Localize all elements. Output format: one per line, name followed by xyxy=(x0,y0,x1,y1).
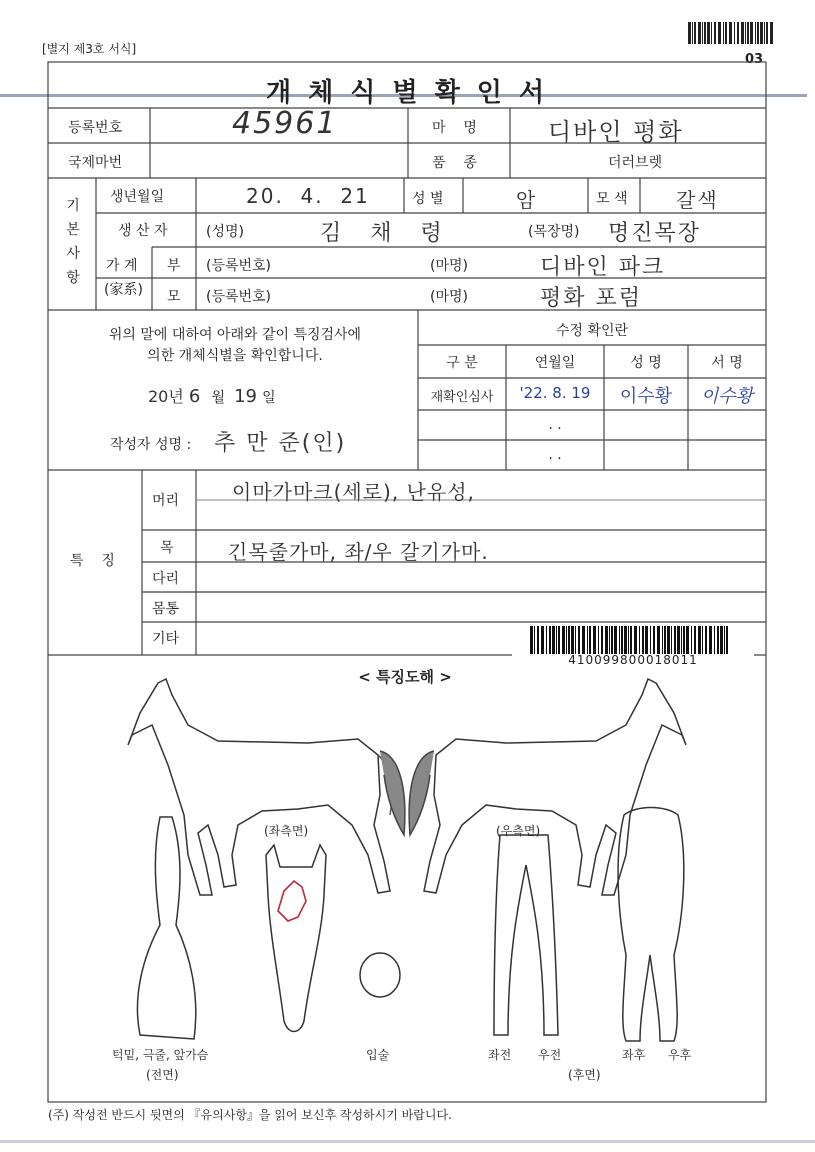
front-left-label: 좌전 xyxy=(488,1048,512,1062)
ranch-label: (목장명) xyxy=(528,224,580,240)
rev-row1-date: '22. 8. 19 xyxy=(519,384,591,402)
sire-name-label: (마명) xyxy=(430,258,468,274)
footer-note: (주) 작성전 반드시 뒷면의 『유의사항』을 읽어 보신후 작성하시기 바랍니다. xyxy=(48,1108,452,1122)
breeder-label: 생 산 자 xyxy=(118,223,168,239)
neck-value: 긴목줄가마, 좌/우 갈기가마. xyxy=(228,540,489,564)
head-value: 이마가마크(세로), 난유성, xyxy=(232,480,475,504)
author-label: 작성자 성명 : xyxy=(110,437,192,453)
head-label: 머리 xyxy=(152,493,180,509)
breed-label: 품 종 xyxy=(432,155,477,171)
features-section-label: 특 징 xyxy=(70,553,115,569)
dam-name-value: 평화 포럼 xyxy=(540,286,643,311)
front-legs-drawing xyxy=(494,835,558,1035)
horse-name-label: 마 명 xyxy=(432,120,477,136)
dam-label: 모 xyxy=(167,289,181,305)
right-side-label: (우측면) xyxy=(496,824,541,838)
leg-label: 다리 xyxy=(152,571,180,587)
birth-value: 20. 4. 21 xyxy=(246,184,370,208)
rev-col-type: 구 분 xyxy=(446,355,478,371)
date-day-label: 일 xyxy=(262,390,276,406)
form-label: [별지 제3호 서식] xyxy=(42,42,137,56)
dam-reg-label: (등록번호) xyxy=(206,289,272,305)
reg-no-label: 등록번호 xyxy=(68,120,123,136)
other-label: 기타 xyxy=(152,631,180,647)
sire-name-value: 디바인 파크 xyxy=(540,255,666,280)
forehead-mark xyxy=(278,881,306,921)
rev-row1-sign: 이수황 xyxy=(700,386,754,407)
rev-row1-name: 이수황 xyxy=(619,386,673,407)
rev-row1-type: 재확인심사 xyxy=(430,390,494,405)
revision-title: 수정 확인란 xyxy=(555,323,629,339)
left-side-label: (좌측면) xyxy=(264,824,309,838)
date-month: 6 xyxy=(188,386,201,407)
reg-no-value: 45961 xyxy=(232,106,338,141)
rev-col-date: 연월일 xyxy=(534,355,576,371)
breeder-name-value: 김 채 령 xyxy=(320,221,444,246)
left-side-horse-drawing xyxy=(128,679,390,895)
confirm-date xyxy=(148,384,276,407)
right-side-horse-drawing xyxy=(424,679,686,895)
rev-row3-date: . . xyxy=(548,447,562,463)
date-day: 19 xyxy=(234,386,257,407)
horse-diagram xyxy=(48,655,766,1102)
rear-label: (후면) xyxy=(568,1068,601,1082)
rear-right-label: 우후 xyxy=(668,1048,692,1062)
birth-label: 생년월일 xyxy=(110,189,165,205)
color-label: 모 색 xyxy=(596,191,628,207)
sex-value: 암 xyxy=(516,188,538,212)
barcode-number: 410099800018011 xyxy=(568,653,698,667)
document-title: 개 체 식 별 확 인 서 xyxy=(265,78,549,108)
pedigree-label: 가 계 xyxy=(106,258,138,274)
lip-drawing xyxy=(360,953,400,997)
basic-section-label: 기 본 사 항 xyxy=(66,198,80,286)
breeder-name-label: (성명) xyxy=(206,224,244,240)
color-value: 갈색 xyxy=(676,188,719,212)
front-right-label: 우전 xyxy=(538,1048,562,1062)
date-prefix: 20년 xyxy=(148,387,184,406)
lip-label: 입술 xyxy=(366,1048,390,1062)
sex-label: 성 별 xyxy=(412,191,444,207)
front-caption: 턱밑, 극줄, 앞가슴 xyxy=(112,1048,209,1062)
author-value: 추 만 준(인) xyxy=(214,431,347,456)
breed-value: 더러브렛 xyxy=(608,155,663,171)
rev-col-name: 성 명 xyxy=(630,355,662,371)
sire-label: 부 xyxy=(167,258,181,274)
neck-label: 목 xyxy=(160,540,174,556)
front-label: (전면) xyxy=(146,1068,179,1082)
statement-line1: 위의 말에 대하여 아래와 같이 특징검사에 xyxy=(108,327,362,343)
ranch-value: 명진목장 xyxy=(608,221,702,246)
pedigree-hanja: (家系) xyxy=(104,282,143,298)
diagram-title: < 특징도해 > xyxy=(358,668,452,686)
footer-divider xyxy=(0,1140,815,1143)
dam-name-label: (마명) xyxy=(430,289,468,305)
sire-reg-label: (등록번호) xyxy=(206,258,272,274)
date-month-label: 월 xyxy=(211,390,225,406)
body-label: 몸통 xyxy=(152,601,180,617)
horse-name-value: 디바인 평화 xyxy=(548,118,684,146)
statement-line2: 의한 개체식별을 확인합니다. xyxy=(147,348,323,364)
intl-no-label: 국제마번 xyxy=(68,155,123,171)
rev-row2-date: . . xyxy=(548,417,562,433)
rev-col-sign: 서 명 xyxy=(711,355,743,371)
page-number: 03 xyxy=(745,52,764,67)
rear-left-label: 좌후 xyxy=(622,1048,646,1062)
head-front-drawing xyxy=(266,845,326,1032)
